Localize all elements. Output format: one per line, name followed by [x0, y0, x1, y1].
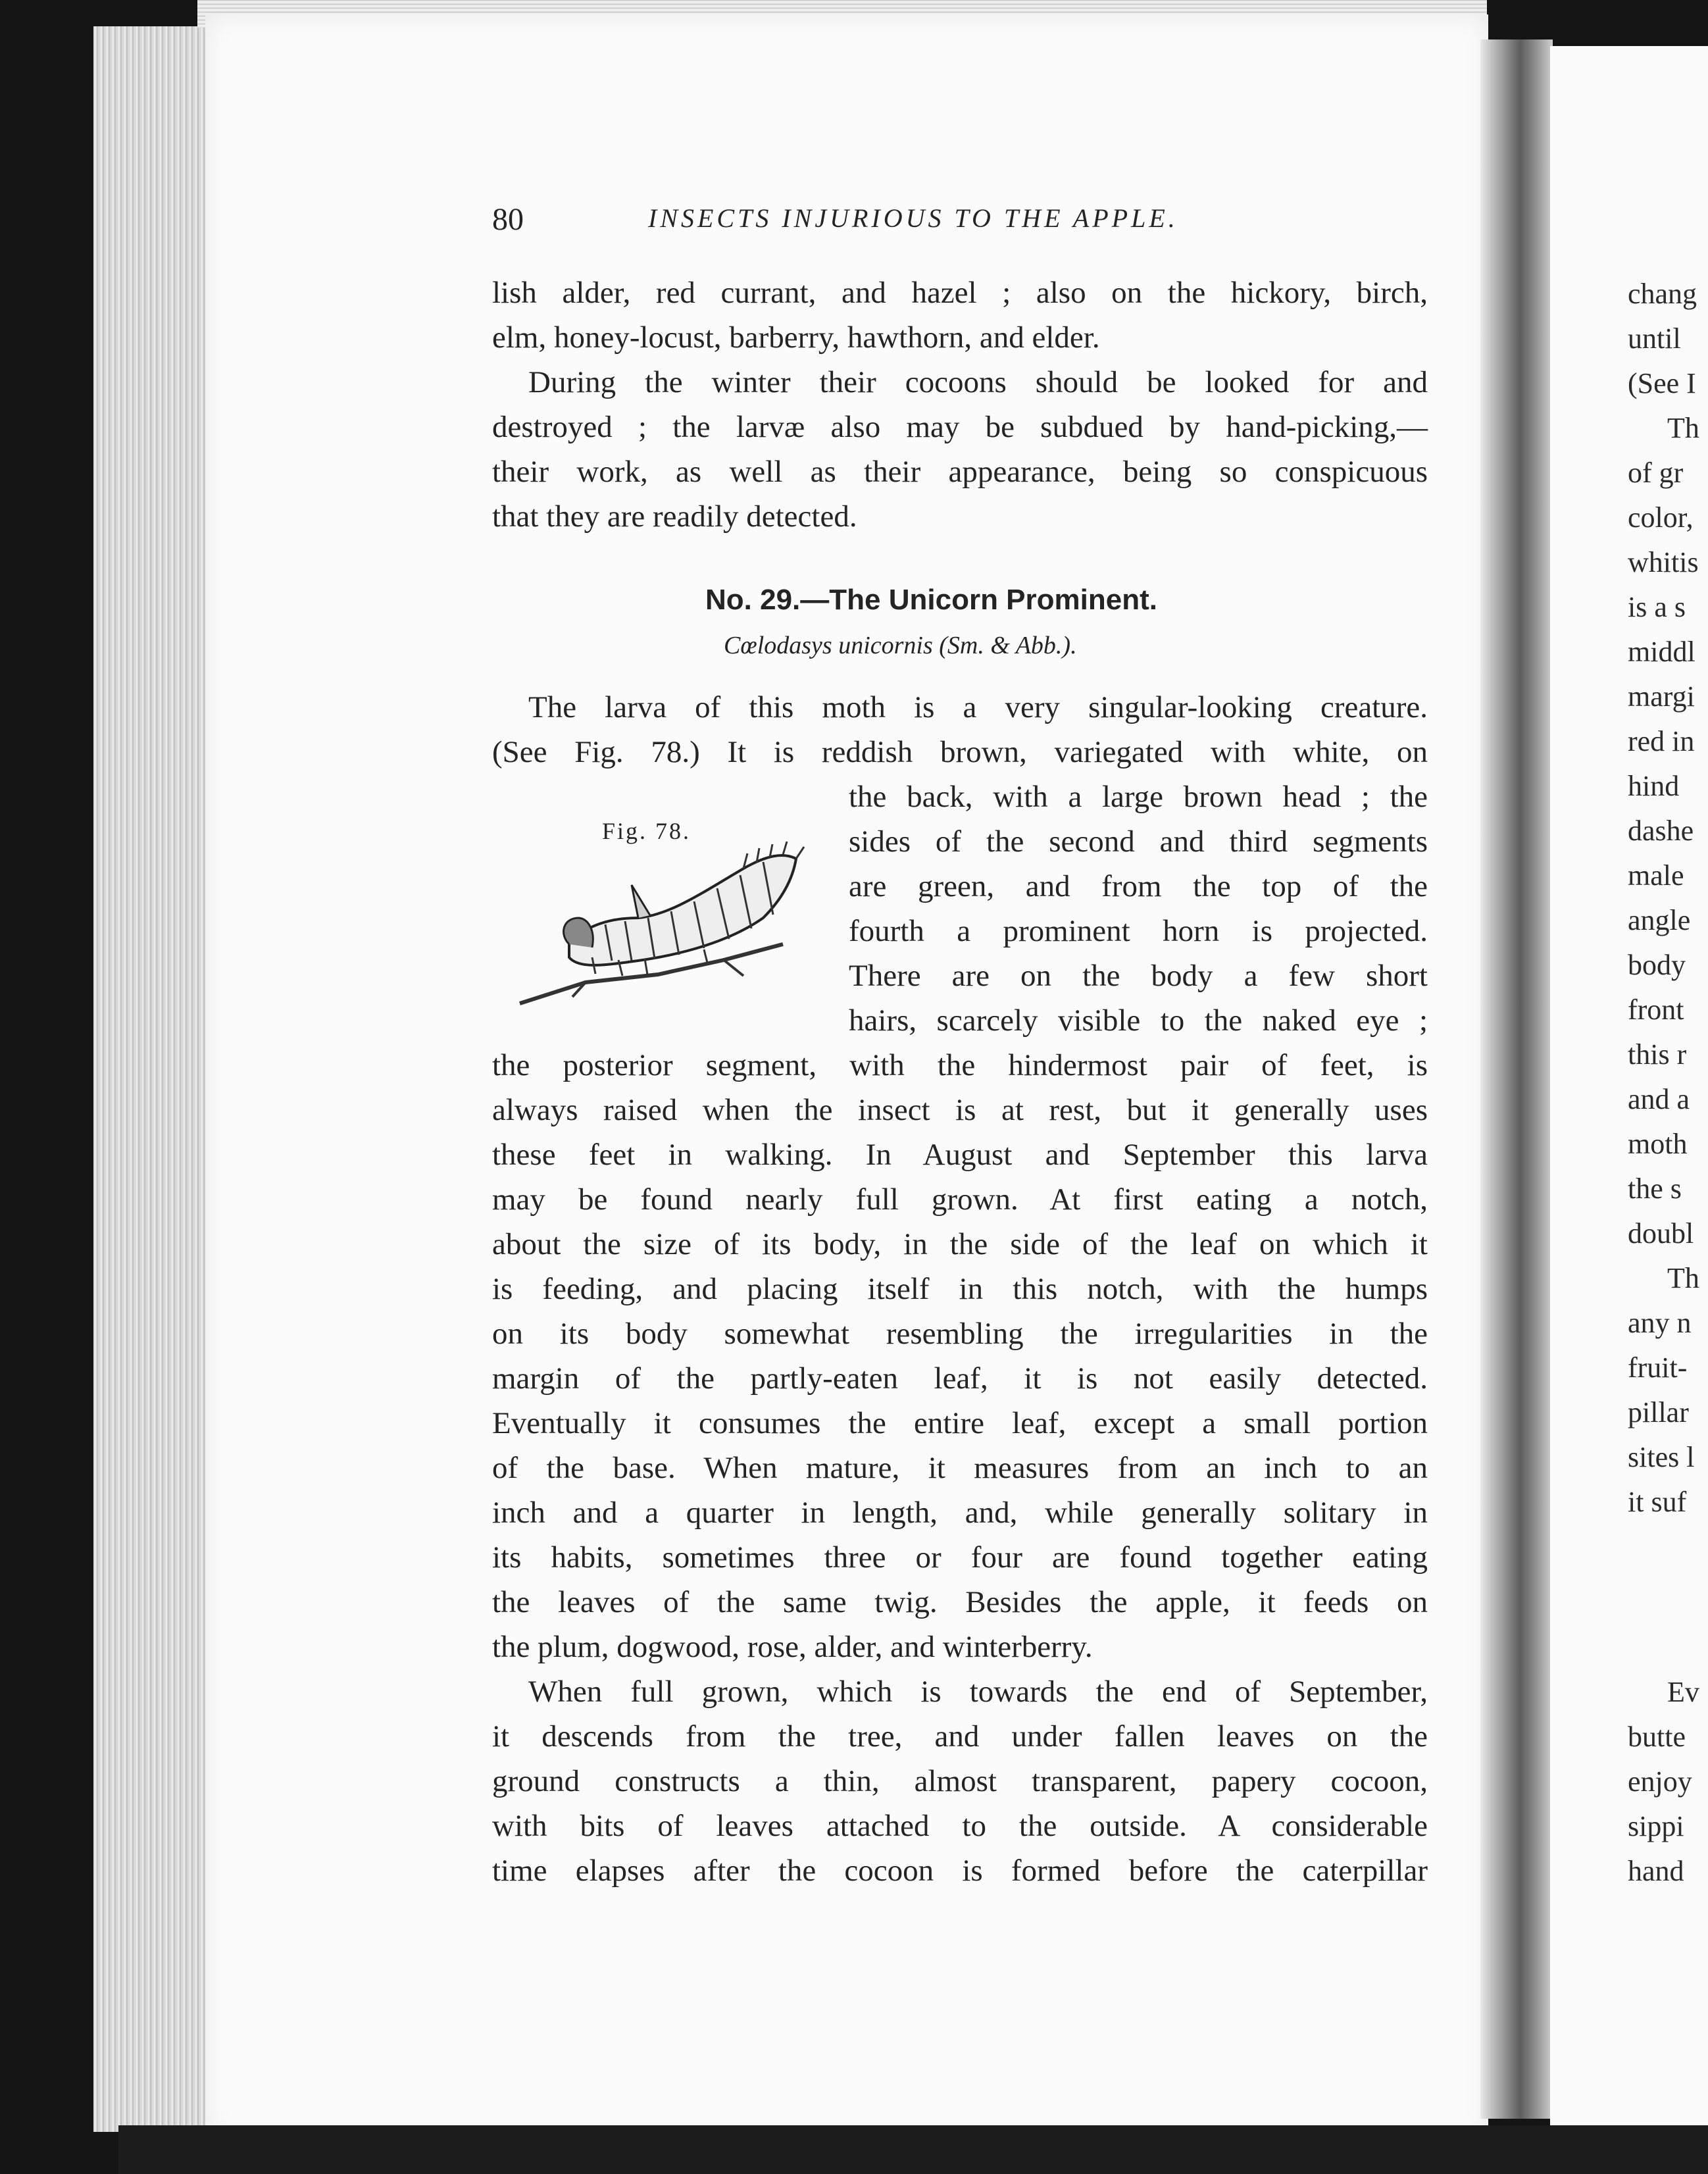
body-line: ground constructs a thin, almost transparent, papery cocoon, — [492, 1764, 1428, 1798]
body-line: time elapses after the cocoon is formed before the caterpillar — [492, 1854, 1428, 1888]
body-line: The larva of this moth is a very singular-looking creature. — [528, 690, 1428, 724]
body-line: Eventually it consumes the entire leaf, except a small portion — [492, 1406, 1428, 1440]
facing-fragment: of gr — [1628, 457, 1684, 489]
body-line: that they are readily detected. — [492, 499, 857, 534]
page-stack-edge — [93, 26, 212, 2132]
body-line: about the size of its body, in the side of the leaf on which it — [492, 1227, 1428, 1261]
facing-fragment: red in — [1628, 725, 1695, 757]
facing-fragment: is a s — [1628, 591, 1686, 623]
facing-fragment: color, — [1628, 501, 1694, 534]
facing-fragment: pillar — [1628, 1396, 1689, 1428]
facing-fragment: Th — [1667, 412, 1699, 444]
facing-fragment: any n — [1628, 1307, 1692, 1339]
facing-fragment: until — [1628, 322, 1681, 355]
body-line: (See Fig. 78.) It is reddish brown, variegated with white, on — [492, 735, 1428, 769]
page-number: 80 — [492, 202, 524, 237]
facing-fragment: fruit- — [1628, 1352, 1688, 1384]
body-line: inch and a quarter in length, and, while generally solitary in — [492, 1496, 1428, 1530]
body-line: always raised when the insect is at rest, but it generally uses — [492, 1093, 1428, 1127]
facing-fragment: front — [1628, 994, 1684, 1026]
caterpillar-horn — [632, 885, 650, 918]
twig-branch — [724, 960, 743, 976]
body-line: with bits of leaves attached to the outside. A considerable — [492, 1809, 1428, 1843]
body-line: the posterior segment, with the hindermost pair of feet, is — [492, 1048, 1428, 1082]
body-line: margin of the partly-eaten leaf, it is not easily detected. — [492, 1361, 1428, 1396]
section-heading: No. 29.—The Unicorn Prominent. — [705, 584, 1157, 616]
facing-fragment: Ev — [1667, 1676, 1699, 1708]
body-line: lish alder, red currant, and hazel ; also on the hickory, birch, — [492, 276, 1428, 310]
species-name: Cœlodasys unicornis (Sm. & Abb.). — [724, 632, 1077, 659]
body-line: During the winter their cocoons should be looked for and — [528, 365, 1428, 399]
book-gutter — [1480, 39, 1553, 2119]
caterpillar-illustration — [507, 819, 816, 1023]
facing-fragment: enjoy — [1628, 1765, 1692, 1798]
background-cloth — [118, 2125, 1708, 2174]
facing-fragment: male — [1628, 859, 1684, 892]
facing-fragment: middl — [1628, 636, 1695, 668]
facing-fragment: the s — [1628, 1173, 1682, 1205]
body-line: these feet in walking. In August and September this larva — [492, 1138, 1428, 1172]
facing-fragment: this r — [1628, 1038, 1687, 1071]
body-line: their work, as well as their appearance, being so conspicuous — [492, 455, 1428, 489]
body-line: of the base. When mature, it measures from an inch to an — [492, 1451, 1428, 1485]
body-line: elm, honey-locust, barberry, hawthorn, and elder. — [492, 320, 1100, 355]
body-line: the plum, dogwood, rose, alder, and winterberry. — [492, 1630, 1093, 1664]
body-line: fourth a prominent horn is projected. — [849, 914, 1428, 948]
body-line: destroyed ; the larvæ also may be subdued by hand-picking,— — [492, 410, 1428, 444]
facing-fragment: moth — [1628, 1128, 1688, 1160]
facing-fragment: (See I — [1628, 367, 1696, 399]
facing-fragment: angle — [1628, 904, 1691, 936]
facing-fragment: Th — [1667, 1262, 1699, 1294]
body-line: There are on the body a few short — [849, 959, 1428, 993]
facing-fragment: it suf — [1628, 1486, 1687, 1518]
facing-fragment: sippi — [1628, 1810, 1684, 1842]
facing-fragment: hind — [1628, 770, 1680, 802]
facing-fragment: body — [1628, 949, 1686, 981]
facing-fragment: sites l — [1628, 1441, 1695, 1473]
facing-fragment: dashe — [1628, 815, 1694, 847]
facing-fragment: margi — [1628, 680, 1695, 713]
facing-fragment: butte — [1628, 1721, 1686, 1753]
facing-fragment: doubl — [1628, 1217, 1694, 1250]
body-line: it descends from the tree, and under fallen leaves on the — [492, 1719, 1428, 1754]
body-line: is feeding, and placing itself in this notch, with the humps — [492, 1272, 1428, 1306]
body-line: may be found nearly full grown. At first eating a notch, — [492, 1182, 1428, 1217]
facing-fragment: and a — [1628, 1083, 1690, 1115]
body-line: the back, with a large brown head ; the — [849, 780, 1428, 814]
body-line: the leaves of the same twig. Besides the apple, it feeds on — [492, 1585, 1428, 1619]
body-line: on its body somewhat resembling the irregularities in the — [492, 1317, 1428, 1351]
body-line: are green, and from the top of the — [849, 869, 1428, 903]
body-line: hairs, scarcely visible to the naked eye ; — [849, 1003, 1428, 1038]
caterpillar-head — [564, 918, 593, 948]
body-line: sides of the second and third segments — [849, 824, 1428, 859]
facing-fragment: chang — [1628, 278, 1697, 310]
body-line: When full grown, which is towards the end of September, — [528, 1675, 1428, 1709]
figure-caption: Fig. 78. — [602, 818, 691, 844]
running-title: INSECTS INJURIOUS TO THE APPLE. — [648, 203, 1178, 233]
body-line: its habits, sometimes three or four are found together eating — [492, 1540, 1428, 1575]
facing-fragment: hand — [1628, 1855, 1684, 1887]
facing-fragment: whitis — [1628, 546, 1699, 578]
